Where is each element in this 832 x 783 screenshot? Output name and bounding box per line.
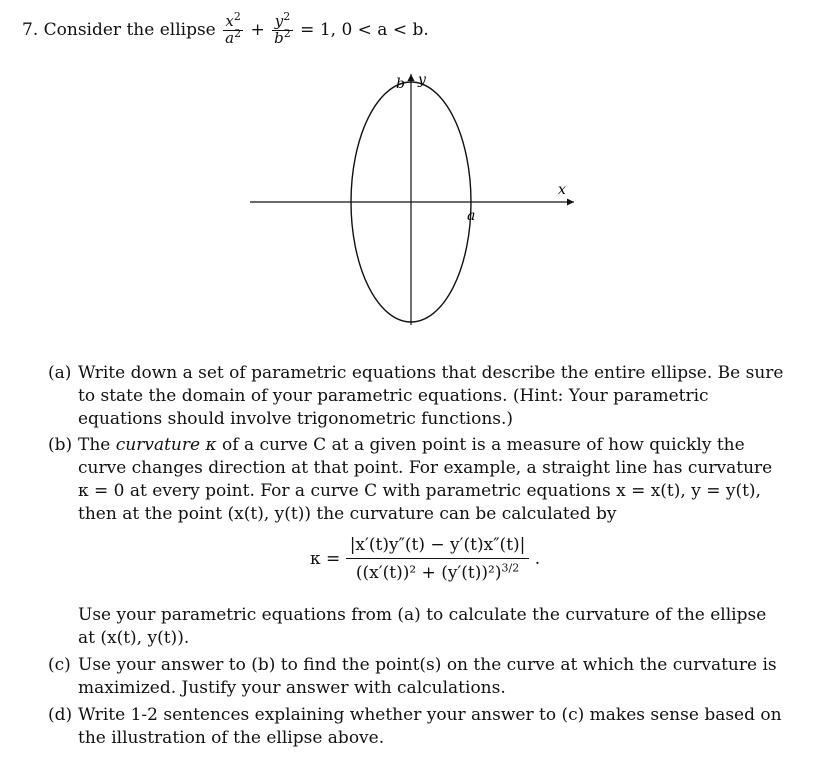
formula-lhs: κ = xyxy=(310,549,341,569)
part-label: (b) xyxy=(48,435,73,455)
part-c xyxy=(48,654,788,700)
label-a: a xyxy=(467,208,476,224)
plus-sign: + xyxy=(250,20,265,41)
fraction-y-over-b: $\frac{y^2}{b^2}$ xyxy=(274,10,291,47)
part-label: (d) xyxy=(48,705,73,725)
part-text: Use your parametric equations from (a) to calculate the curvature of the ellipse at (x(t), y(t)). xyxy=(78,605,767,648)
formula-period: . xyxy=(534,549,541,569)
part-a xyxy=(48,362,788,431)
fraction-x-over-a: $\frac{x^2}{a^2}$ xyxy=(225,10,242,47)
ellipse-figure xyxy=(0,0,832,360)
part-d xyxy=(48,704,788,750)
part-text: Write down a set of parametric equations that describe the entire ellipse. Be sure to state the domain of your parametric equations. (Hint: Your parametric equations should involve trigonometric functions.) xyxy=(78,363,784,429)
part-b xyxy=(48,434,788,526)
ellipse-condition: = 1, 0 < a < b. xyxy=(300,20,429,41)
label-b: b xyxy=(396,76,405,92)
problem-intro: 7. Consider the ellipse xyxy=(22,20,216,41)
curvature-formula xyxy=(310,535,540,583)
part-text: Use your answer to (b) to find the point(s) on the curve at which the curvature is maximized. Justify your answer with calculations. xyxy=(78,655,777,698)
part-label: (a) xyxy=(48,363,72,383)
label-x: x xyxy=(558,182,566,198)
formula-denominator: $((x'(t))^2 + (y'(t))^2)^{3/2}$ xyxy=(355,561,520,583)
formula-fraction xyxy=(346,535,530,583)
part-text: The curvature κ of a curve C at a given point is a measure of how quickly the curve changes direction at that point. For example, a straight line has curvature κ = 0 at every point. For a curve C with parametric equations x = x(t), y = y(t), then at the point (x(t), y(t)) the curvature can be calculated by xyxy=(78,435,773,524)
part-b-continued xyxy=(48,604,788,650)
formula-numerator: |x′(t)y″(t) − y′(t)x″(t)| xyxy=(346,535,530,559)
part-text: Write 1-2 sentences explaining whether your answer to (c) makes sense based on the illustration of the ellipse above. xyxy=(78,705,782,748)
label-y: y xyxy=(418,72,426,88)
part-label: (c) xyxy=(48,655,71,675)
